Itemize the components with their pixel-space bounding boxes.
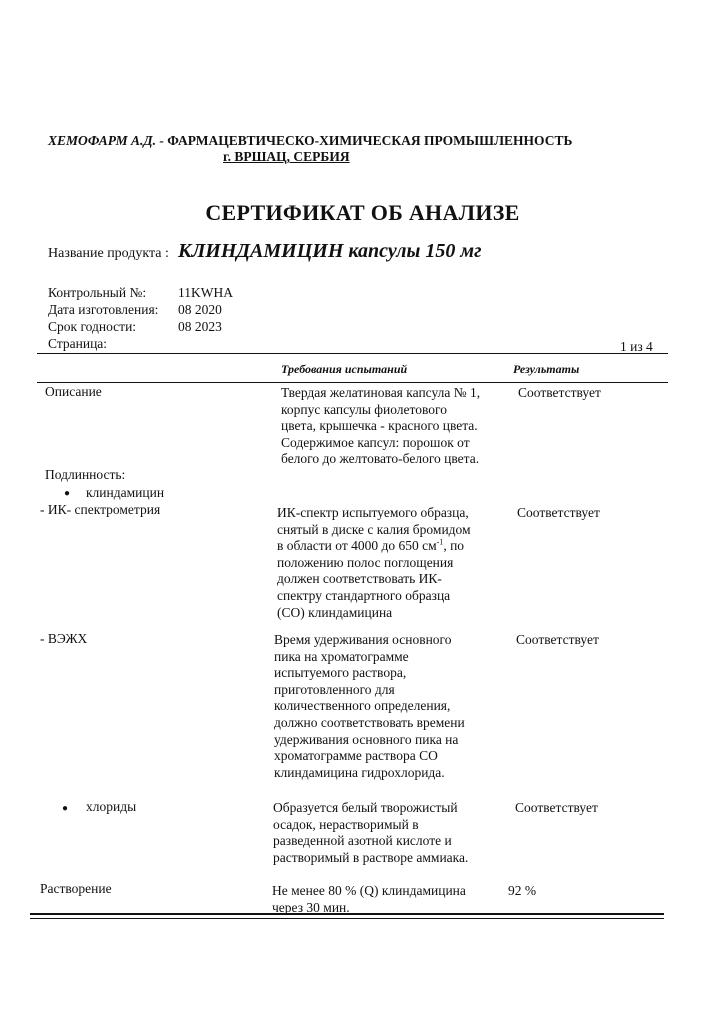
requirement-line: осадок, нерастворимый в <box>273 816 419 832</box>
requirement-line: снятый в диске с калия бромидом <box>277 521 471 537</box>
requirement-line: должен соответствовать ИК- <box>277 571 442 587</box>
requirement-line: должно соответствовать времени <box>274 714 465 730</box>
superscript: -1 <box>436 537 444 547</box>
requirement-line: (СО) клиндамицина <box>277 604 393 620</box>
requirement-line: приготовленного для <box>274 681 395 697</box>
control-number-value: 11KWHA <box>178 285 233 300</box>
control-number-label: Контрольный №: <box>48 285 147 300</box>
requirement-ir <box>277 505 471 621</box>
requirement-line: Твердая желатиновая капсула № 1, <box>281 385 481 400</box>
footer-rule <box>30 918 664 919</box>
manufactured-label: Дата изготовления: <box>48 302 159 317</box>
wavenumber-text: в области от 4000 до 650 см <box>277 538 437 554</box>
requirement-chlorides <box>273 800 468 866</box>
expiry-label: Срок годности: <box>48 319 137 334</box>
company-name-rest: ФАРМАЦЕВТИЧЕСКО-ХИМИЧЕСКАЯ ПРОМЫШЛЕННОСТЬ <box>163 133 573 148</box>
result-hplc: Соответствует <box>516 632 599 647</box>
requirement-line: белого до желтовато-белого цвета. <box>281 451 480 467</box>
requirement-line: Образуется белый творожистый <box>273 800 458 815</box>
requirement-line: Содержимое капсул: порошок от <box>281 434 470 450</box>
requirement-hplc <box>274 632 465 781</box>
wavenumber-suffix: , по <box>443 538 465 554</box>
requirement-line: спектру стандартного образца <box>277 587 451 603</box>
bullet-icon: ● <box>64 488 71 499</box>
document-title: СЕРТИФИКАТ ОБ АНАЛИЗЕ <box>205 200 520 225</box>
row-label-identity: Подлинность: <box>45 467 126 482</box>
requirement-line-wavenumber <box>277 538 471 555</box>
product-label: Название продукта : <box>48 246 169 261</box>
manufactured-value: 08 2020 <box>178 302 222 317</box>
company-name-lead: ХЕМОФАРМ А.Д. - <box>48 133 164 148</box>
requirement-line: клиндамицина гидрохлорида. <box>274 764 445 780</box>
row-label-dissolution: Растворение <box>40 881 112 896</box>
requirement-line: хроматограмме раствора СО <box>274 748 438 764</box>
column-header-results: Результаты <box>513 362 580 376</box>
page-label: Страница: <box>48 336 108 351</box>
divider <box>37 382 668 383</box>
requirement-line: разведенной азотной кислоте и <box>273 833 452 849</box>
result-ir: Соответствует <box>517 505 600 520</box>
row-label-description: Описание <box>45 384 102 399</box>
divider <box>37 353 668 354</box>
footer-rule <box>30 913 664 915</box>
requirement-line: Не менее 80 % (Q) клиндамицина <box>272 883 466 898</box>
requirement-line: пика на хроматограмме <box>274 648 409 664</box>
requirement-line: корпус капсулы фиолетового <box>281 401 447 417</box>
requirement-line: испытуемого раствора, <box>274 665 407 681</box>
requirement-line: растворимый в растворе аммиака. <box>273 849 469 865</box>
requirement-line: через 30 мин. <box>272 899 350 915</box>
product-name: КЛИНДАМИЦИН капсулы 150 мг <box>178 240 482 262</box>
requirement-description <box>281 385 480 468</box>
row-label-ir: - ИК- спектрометрия <box>40 502 161 517</box>
requirement-line: положению полос поглощения <box>277 554 454 570</box>
page-count: 1 из 4 <box>620 339 653 354</box>
requirement-line: ИК-спектр испытуемого образца, <box>277 505 469 520</box>
row-label-hplc: - ВЭЖХ <box>40 631 88 646</box>
requirement-line: цвета, крышечка - красного цвета. <box>281 418 478 434</box>
row-sublabel-clindamycin: клиндамицин <box>86 485 165 500</box>
row-label-chlorides: хлориды <box>86 799 137 814</box>
column-header-requirements: Требования испытаний <box>281 362 408 376</box>
requirement-line: удерживания основного пика на <box>274 731 459 747</box>
result-description: Соответствует <box>518 385 601 400</box>
requirement-line: количественного определения, <box>274 698 451 714</box>
requirement-line: Время удерживания основного <box>274 632 452 647</box>
result-dissolution: 92 % <box>508 883 537 898</box>
company-city: г. ВРШАЦ, СЕРБИЯ <box>223 149 350 164</box>
bullet-icon: ● <box>62 803 69 814</box>
company-name <box>48 133 572 149</box>
expiry-value: 08 2023 <box>178 319 222 334</box>
requirement-dissolution <box>272 883 466 916</box>
result-chlorides: Соответствует <box>515 800 598 815</box>
